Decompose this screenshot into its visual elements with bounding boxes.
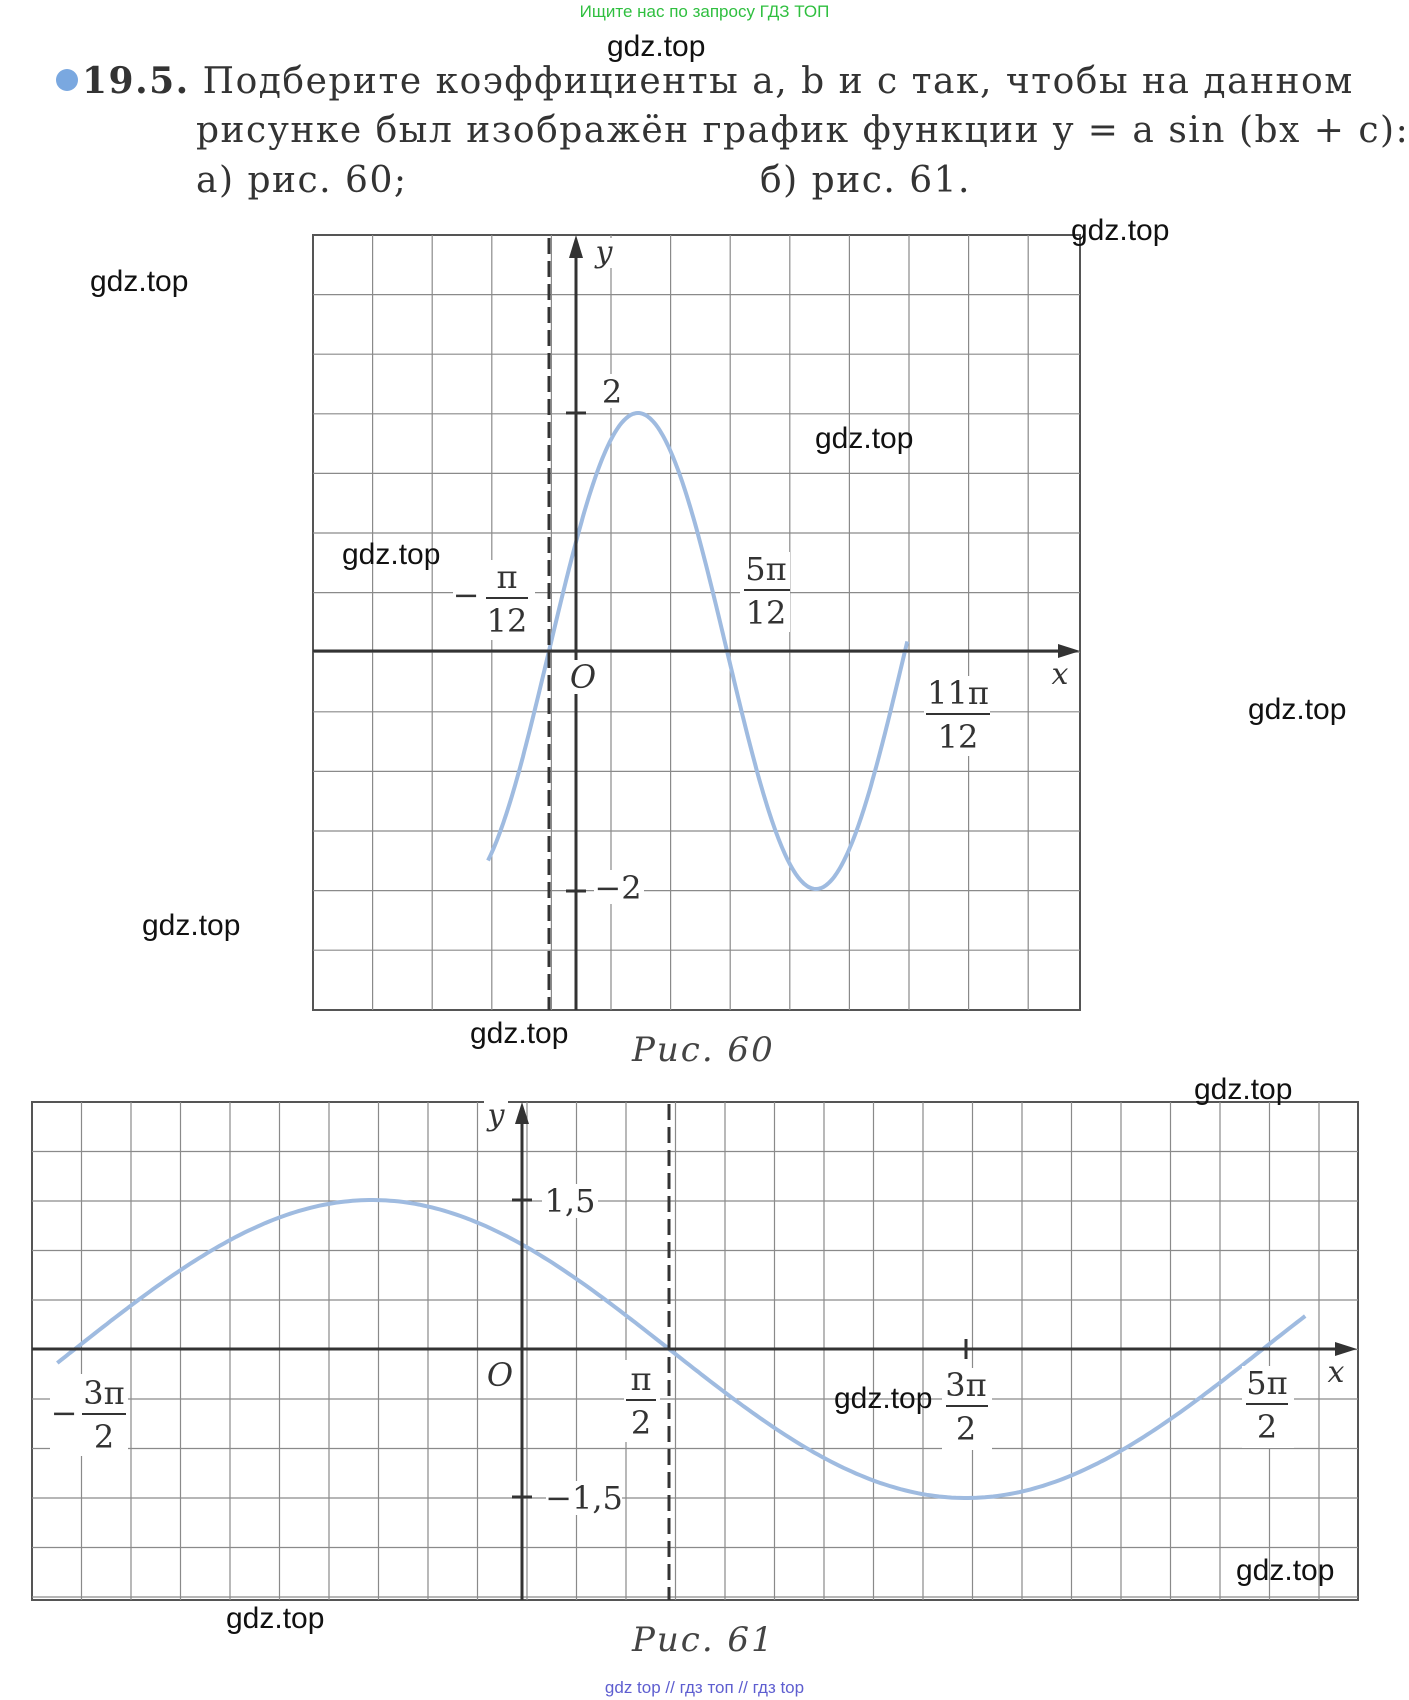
fig60-ymin-label: −2 [594,869,642,907]
fig60-pi-num: π [496,558,518,596]
task-item-a: а) рис. 60; [196,160,408,201]
watermark: gdz.top [1236,1554,1335,1587]
fig60-origin-label: O [569,658,597,696]
figure-60-labels [453,235,1073,907]
header-note: Ищите нас по запросу ГДЗ ТОП [579,2,830,21]
watermark: gdz.top [226,1602,325,1635]
fig61-three-pi-a: 3π [83,1374,125,1412]
fig60-y-arrow-icon [569,235,583,258]
fig60-five-pi: 5π [745,550,787,588]
watermark: gdz.top [1248,693,1347,726]
fig60-neg-sign: − [452,576,480,614]
fig60-den-2: 12 [745,594,787,632]
watermark: gdz.top [470,1017,569,1050]
fig61-den-2: 2 [630,1404,652,1442]
fig61-ymin-label: −1,5 [545,1479,623,1517]
figure-60-axes [313,235,1080,1010]
fig61-den-4: 2 [1256,1408,1278,1446]
fig60-grid-frame [313,235,1080,1010]
figure-61-axes [32,1102,1357,1600]
fig61-x-arrow-icon [1335,1342,1357,1356]
task-number: 19.5. [82,60,190,102]
fig61-origin-label: O [486,1356,514,1394]
fig61-grid-frame [32,1102,1358,1600]
fig60-eleven-pi: 11π [927,674,989,712]
fig61-y-label: y [487,1098,505,1133]
watermark: gdz.top [142,909,241,942]
watermark: gdz.top [90,265,189,298]
watermark: gdz.top [1071,214,1170,247]
fig61-neg-sign: − [50,1394,78,1432]
fig61-x-label: x [1327,1355,1345,1390]
fig60-ymax-label: 2 [601,373,623,411]
fig61-den-3: 2 [955,1410,977,1448]
watermark: gdz.top [834,1382,933,1415]
fig60-x-arrow-icon [1058,644,1080,658]
figure-61-labels [50,1098,1348,1517]
fig61-den-1: 2 [93,1418,115,1456]
figure-60-caption: Рис. 60 [632,1030,775,1070]
watermark: gdz.top [815,422,914,455]
watermark: gdz.top [342,538,441,571]
task-item-b: б) рис. 61. [760,160,972,201]
footer-note: gdz top // гдз топ // гдз top [604,1678,805,1697]
fig61-ymax-label: 1,5 [544,1182,596,1220]
watermark: gdz.top [607,30,706,63]
task-line-2: рисунке был изображён график функции y = a sin (bx + c): [196,110,1409,151]
fig61-three-pi-b: 3π [945,1366,987,1404]
fig60-y-label: y [595,235,613,270]
task-text-1: Подберите коэффициенты a, b и c так, чтобы на данном [202,61,1354,102]
fig60-den-1: 12 [486,602,528,640]
fig60-x-label: x [1051,657,1069,692]
fig61-pi: π [630,1360,652,1398]
fig60-den-3: 12 [937,718,979,756]
figure-61-caption: Рис. 61 [632,1620,775,1660]
figure-61-grid [32,1102,1358,1600]
watermark: gdz.top [1194,1073,1293,1106]
fig61-five-pi: 5π [1246,1364,1288,1402]
figure-60-grid [313,235,1080,1010]
